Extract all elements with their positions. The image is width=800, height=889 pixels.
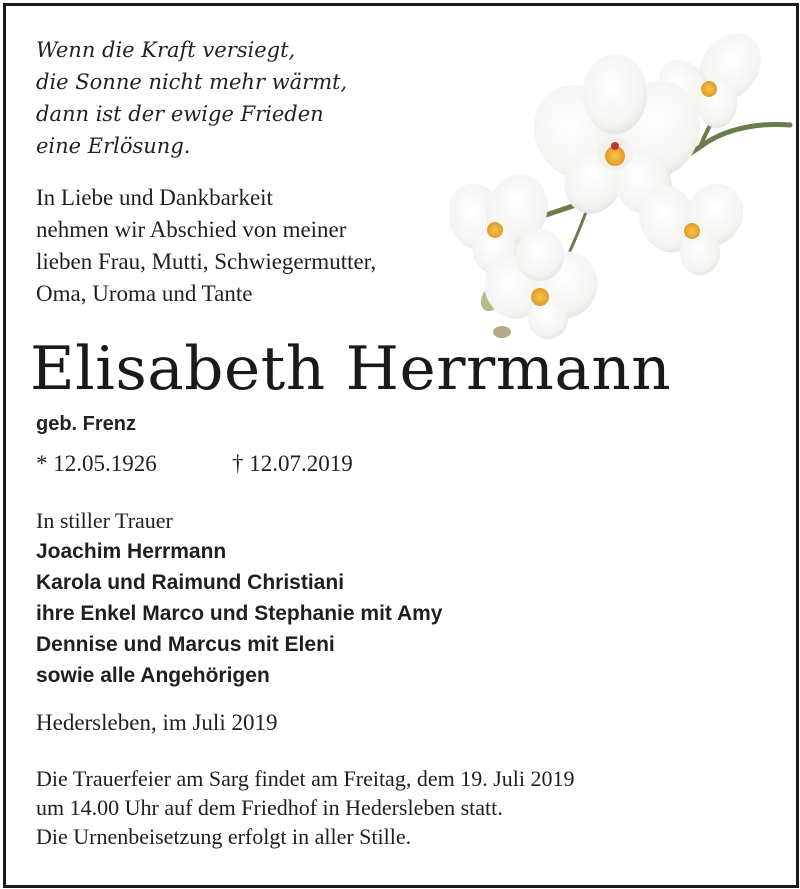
poem-line: Wenn die Kraft versiegt,: [36, 38, 296, 62]
deceased-name: Elisabeth Herrmann: [30, 334, 672, 404]
orchid-image: [450, 22, 795, 352]
poem-line: die Sonne nicht mehr wärmt,: [36, 70, 348, 94]
mourner-name: sowie alle Angehörigen: [36, 664, 270, 687]
birth-name: geb. Frenz: [36, 413, 137, 435]
intro-line: lieben Frau, Mutti, Schwiegermutter,: [36, 249, 377, 274]
poem-line: eine Erlösung.: [36, 134, 191, 158]
mourners-heading: In stiller Trauer: [36, 508, 173, 533]
intro-line: In Liebe und Dankbarkeit: [36, 185, 273, 210]
intro-text: [36, 182, 376, 310]
poem-line: dann ist der ewige Frieden: [36, 102, 324, 126]
mourner-name: Joachim Herrmann: [36, 540, 227, 563]
death-date: † 12.07.2019: [232, 451, 353, 476]
place-date: Hedersleben, im Juli 2019: [36, 710, 278, 735]
service-line: Die Urnenbeisetzung erfolgt in aller Stille.: [36, 824, 412, 849]
mourner-name: Dennise und Marcus mit Eleni: [36, 633, 335, 656]
service-line: Die Trauerfeier am Sarg findet am Freitag, dem 19. Juli 2019: [36, 766, 575, 791]
mourners-list: [36, 505, 442, 691]
life-dates: [36, 449, 353, 479]
mourner-name: ihre Enkel Marco und Stephanie mit Amy: [36, 602, 443, 625]
intro-line: nehmen wir Abschied von meiner: [36, 217, 347, 242]
funeral-service-info: [36, 764, 574, 851]
mourner-name: Karola und Raimund Christiani: [36, 571, 345, 594]
birth-date: * 12.05.1926: [36, 451, 157, 476]
intro-line: Oma, Uroma und Tante: [36, 281, 253, 306]
poem-quote: [36, 34, 347, 162]
service-line: um 14.00 Uhr auf dem Friedhof in Hedersleben statt.: [36, 795, 503, 820]
